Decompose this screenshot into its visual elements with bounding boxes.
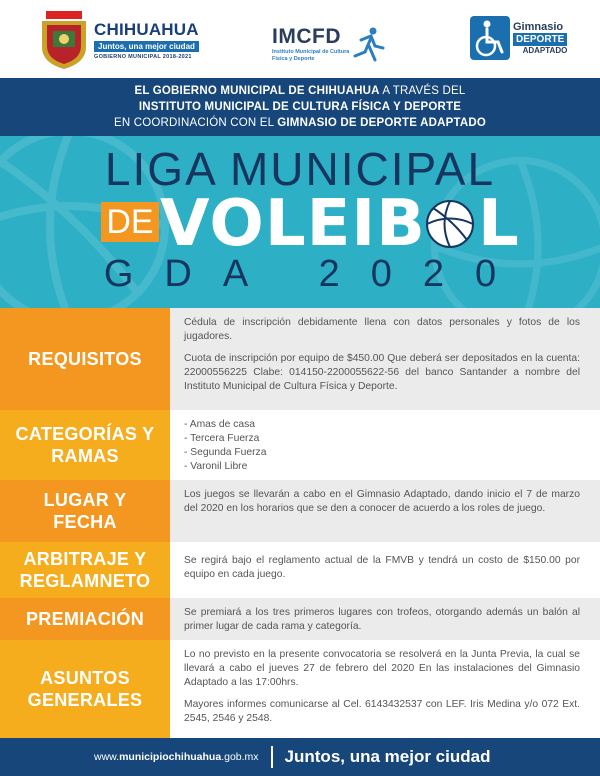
label-lugar: LUGAR Y FECHA bbox=[0, 480, 170, 542]
footer-url-post: .gob.mx bbox=[221, 751, 259, 763]
chihuahua-name: CHIHUAHUA bbox=[94, 20, 199, 39]
content-lugar bbox=[170, 480, 600, 542]
content-arbitraje bbox=[170, 542, 600, 598]
title-liga: LIGA MUNICIPAL bbox=[104, 143, 496, 195]
asuntos-p1: Lo no previsto en la presente convocatoria se resolverá en la Junta Previa, la cual se llevará a cabo el jueves 27 de febrero del 2020 En las instalaciones del Gimnasio Adaptado a las 17:00hrs. bbox=[184, 649, 580, 688]
title-voleib: VOLEIB bbox=[160, 187, 426, 261]
wheelchair-icon bbox=[470, 16, 510, 60]
intro-line-2-bold: INSTITUTO MUNICIPAL DE CULTURA FÍSICA Y DEPORTE bbox=[138, 101, 462, 113]
imcfd-name: IMCFD bbox=[272, 25, 341, 49]
intro-line-3-rest: EN COORDINACIÓN CON EL bbox=[113, 117, 278, 129]
list-item: - Tercera Fuerza bbox=[184, 433, 260, 444]
gda-text-2: DEPORTE bbox=[513, 33, 567, 46]
row-premiacion bbox=[0, 598, 600, 640]
categorias-list bbox=[184, 418, 580, 474]
volleyball-icon bbox=[425, 199, 475, 249]
footer-url-bold: municipiochihuahua bbox=[119, 751, 222, 763]
arbitraje-p1: Se regirá bajo el reglamento actual de la FMVB y tendrá un costo de $150.00 por equipo en cada juego. bbox=[184, 555, 580, 580]
premiacion-p1: Se premiará a los tres primeros lugares con trofeos, otorgando además un balón al primer lugar de cada rama y categoría. bbox=[184, 607, 580, 632]
requisitos-p2: Cuota de inscripción por equipo de $450.00 Que deberá ser depositados en la cuenta: 22000556225 Clabe: 014150-2200055622-56 del banco Santander a nombre del Instituto Municipal de Cultura Física y Deporte. bbox=[184, 353, 580, 392]
imcfd-sub2: Física y Deporte bbox=[272, 55, 315, 62]
label-asuntos: ASUNTOS GENERALES bbox=[0, 640, 170, 738]
coat-of-arms-icon bbox=[38, 11, 90, 69]
content-categorias bbox=[170, 410, 600, 480]
lugar-p1: Los juegos se llevarán a cabo en el Gimnasio Adaptado, dando inicio el 7 de marzo del 2020 en los horarios que se den a conocer de acuerdo a los roles de juego. bbox=[184, 489, 580, 514]
intro-line-2 bbox=[0, 99, 600, 115]
footer-url-pre: www. bbox=[94, 751, 120, 763]
gda-logo bbox=[470, 16, 567, 60]
intro-line-3 bbox=[0, 115, 600, 131]
label-categorias: CATEGORÍAS Y RAMAS bbox=[0, 410, 170, 480]
label-arbitraje: ARBITRAJE Y REGLAMNETO bbox=[0, 542, 170, 598]
header-logos bbox=[0, 0, 600, 78]
requisitos-p1: Cédula de inscripción debidamente llena con datos personales y fotos de los jugadores. bbox=[184, 317, 580, 342]
asuntos-p2: Mayores informes comunicarse al Cel. 6143432537 con LEF. Iris Medina y/o 072 Ext. 2545, 2546 y 2548. bbox=[184, 699, 580, 724]
chihuahua-gov: GOBIERNO MUNICIPAL 2018-2021 bbox=[94, 54, 192, 60]
label-requisitos: REQUISITOS bbox=[0, 308, 170, 410]
footer-url[interactable] bbox=[94, 751, 259, 763]
intro-line-3-bold: GIMNASIO DE DEPORTE ADAPTADO bbox=[277, 117, 487, 129]
list-item: - Varonil Libre bbox=[184, 461, 248, 472]
list-item: - Segunda Fuerza bbox=[184, 447, 267, 458]
intro-line-1-rest: A TRAVÉS DEL bbox=[379, 85, 466, 97]
list-item: - Amas de casa bbox=[184, 419, 255, 430]
imcfd-sub1: Instituto Municipal de Cultura bbox=[272, 49, 350, 56]
row-asuntos bbox=[0, 640, 600, 738]
title-gda-2020: GDA 2020 bbox=[103, 253, 528, 295]
intro-line-1-bold: EL GOBIERNO MUNICIPAL DE CHIHUAHUA bbox=[134, 85, 380, 97]
row-lugar bbox=[0, 480, 600, 542]
content-premiacion bbox=[170, 598, 600, 640]
gda-text-1: Gimnasio bbox=[513, 21, 564, 33]
row-categorias bbox=[0, 410, 600, 480]
info-table bbox=[0, 308, 600, 738]
footer-slogan: Juntos, una mejor ciudad bbox=[284, 747, 491, 766]
content-asuntos bbox=[170, 640, 600, 738]
imcfd-logo bbox=[272, 26, 385, 62]
chihuahua-logo bbox=[38, 10, 199, 70]
title-band bbox=[0, 136, 600, 308]
title-l: L bbox=[478, 187, 519, 261]
content-requisitos bbox=[170, 308, 600, 410]
title-de: DE bbox=[101, 202, 159, 242]
row-requisitos bbox=[0, 308, 600, 410]
runner-icon bbox=[351, 26, 385, 62]
gda-text-3: ADAPTADO bbox=[522, 46, 568, 55]
intro-line-1 bbox=[0, 83, 600, 99]
footer bbox=[0, 738, 600, 776]
chihuahua-slogan: Juntos, una mejor ciudad bbox=[94, 41, 199, 52]
footer-divider bbox=[271, 746, 273, 768]
label-premiacion: PREMIACIÓN bbox=[0, 598, 170, 640]
intro-band bbox=[0, 78, 600, 136]
row-arbitraje bbox=[0, 542, 600, 598]
